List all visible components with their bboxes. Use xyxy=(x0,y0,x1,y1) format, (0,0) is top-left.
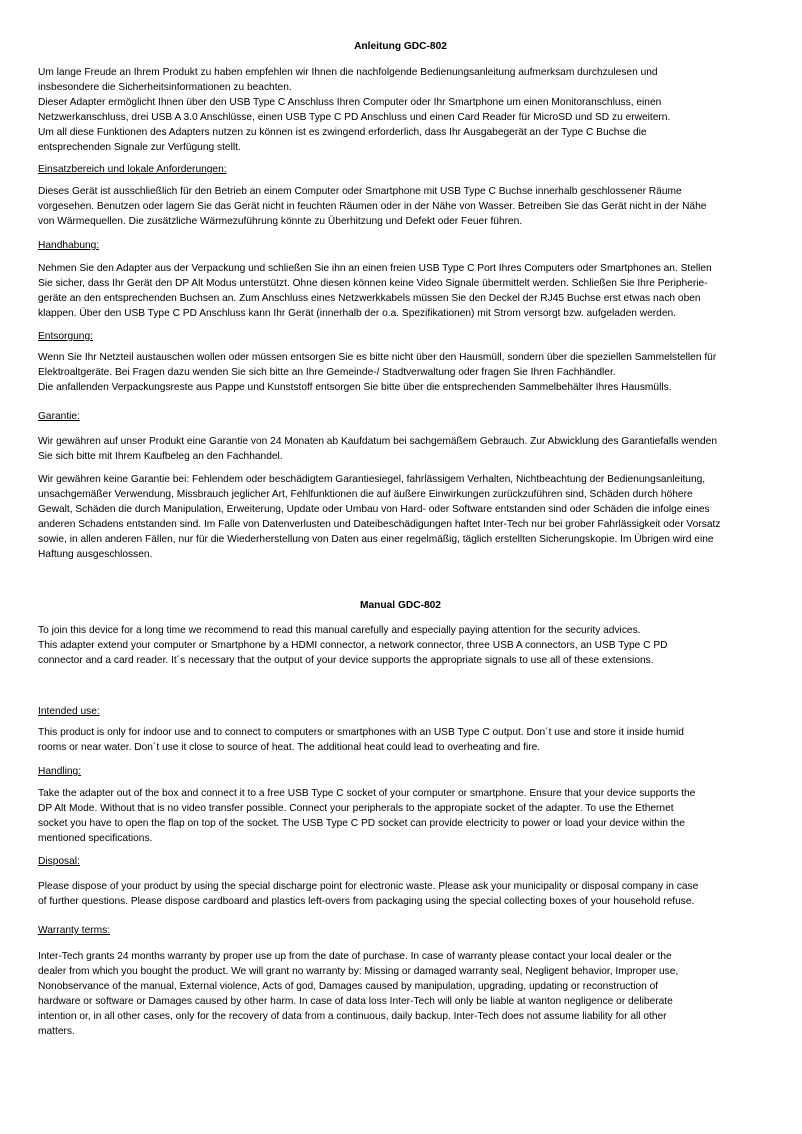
english-disposal-heading: Disposal: xyxy=(38,856,80,867)
english-title: Manual GDC-802 xyxy=(360,600,441,611)
german-warranty-paragraph-1: Wir gewähren auf unser Produkt eine Garantie von 24 Monaten ab Kaufdatum bei sachgemäßem Gebrauch. Zur Abwicklung des Garantiefalls wenden Sie sich bitte mit Ihrem Kaufbeleg an den Fachhandel. xyxy=(38,436,717,462)
english-usage-paragraph: This product is only for indoor use and to connect to computers or smartphones with an USB Type C output. Don´t use and store it inside humid rooms or near water. Don´t use it close to source of heat. The additional heat could lead to overheating and fire. xyxy=(38,727,684,753)
english-intro-paragraph: To join this device for a long time we recommend to read this manual carefully and especially paying attention for the security advices. This adapter extend your computer or Smartphone by a HDMI connector, a network connector, three USB A connectors, an USB Type C PD connector and a card reader. It´s necessary that the output of your device supports the appropriate signals to use all of these extensions. xyxy=(38,625,668,666)
german-warranty-heading: Garantie: xyxy=(38,411,80,422)
german-usage-heading: Einsatzbereich und lokale Anforderungen: xyxy=(38,164,227,175)
english-warranty-heading: Warranty terms: xyxy=(38,925,111,936)
german-disposal-paragraph: Wenn Sie Ihr Netzteil austauschen wollen oder müssen entsorgen Sie es bitte nicht über den Hausmüll, sondern über die speziellen Sammelstellen für Elektroaltgeräte. Bei Fragen dazu wenden Sie sich bitte an Ihre Gemeinde-/ Stadtverwaltung oder fragen Sie Ihren Fachhändler. Die anfallenden Verpackungsreste aus Pappe und Kunststoff entsorgen Sie bitte über die entsprechenden Sammelbehälter Ihres Hausmülls. xyxy=(38,352,717,393)
german-handling-paragraph: Nehmen Sie den Adapter aus der Verpackung und schließen Sie ihn an einen freien USB Type C Port Ihres Computers oder Smartphones an. Stellen Sie sicher, dass Ihr Gerät den DP Alt Modus unterstützt. Ohne diesen können keine Video Signale übermittelt werden. Schließen Sie Ihre Peripherie- geräte an den entsprechenden Buchsen an. Zum Anschluss eines Netzwerkkabels müssen Sie den Deckel der RJ45 Buchse erst etwas nach oben klappen. Über den USB Type C PD Anschluss kann Ihr Gerät (innerhalb der o.a. Spezifikationen) mit Strom versorgt bzw. aufgeladen werden. xyxy=(38,263,712,319)
english-usage-heading: Intended use: xyxy=(38,706,100,717)
german-usage-paragraph: Dieses Gerät ist ausschließlich für den Betrieb an einem Computer oder Smartphone mit USB Type C Buchse innerhalb geschlossener Räume vorgesehen. Benutzen oder lagern Sie das Gerät nicht in feuchten Räumen oder in der Nähe von Wasser. Betreiben Sie das Gerät nicht in der Nähe von Wärmequellen. Die zusätzliche Wärmezuführung könnte zu Überhitzung und Defekt oder Feuer führen. xyxy=(38,186,707,227)
english-warranty-paragraph: Inter-Tech grants 24 months warranty by proper use up from the date of purchase. In case of warranty please contact your local dealer or the dealer from which you bought the product. We will grant no warranty by: Missing or damaged warranty seal, Negligent behavior, Improper use, Nonobservance of the manual, External violence, Acts of god, Damages caused by manipulation, upgrading, updating or reconstruction of hardware or software or Damages caused by other harm. In case of data loss Inter-Tech will only be liable at wanton negligence or deliberate intention or, in all other cases, only for the recovery of data from a continuous, daily backup. Inter-Tech does not assume liability for all other matters. xyxy=(38,951,679,1037)
german-intro-paragraph: Um lange Freude an Ihrem Produkt zu haben empfehlen wir Ihnen die nachfolgende Bedienungsanleitung aufmerksam durchzulesen und insbesondere die Sicherheitsinformationen zu beachten. Dieser Adapter ermöglicht Ihnen über den USB Type C Anschluss Ihren Computer oder Ihr Smartphone um einen Monitoranschluss, einen Netzwerkanschluss, drei USB A 3.0 Anschlüsse, einen USB Type C PD Anschluss und einen Card Reader für MicroSD und SD zu erweitern. Um all diese Funktionen des Adapters nutzen zu können ist es zwingend erforderlich, dass Ihr Ausgabegerät an der Type C Buchse die entsprechenden Signale zur Verfügung stellt. xyxy=(38,67,671,153)
german-title: Anleitung GDC-802 xyxy=(354,41,447,52)
english-handling-paragraph: Take the adapter out of the box and connect it to a free USB Type C socket of your computer or smartphone. Ensure that your device supports the DP Alt Mode. Without that is no video transfer possible. Connect your peripherals to the appropiate socket of the adapter. To use the Ethernet socket you have to open the flap on top of the socket. The USB Type C PD socket can provide electricity to power or load your device within the mentioned specifications. xyxy=(38,788,696,844)
english-handling-heading: Handling: xyxy=(38,766,82,777)
german-handling-heading: Handhabung: xyxy=(38,240,100,251)
german-disposal-heading: Entsorgung: xyxy=(38,331,93,342)
english-disposal-paragraph: Please dispose of your product by using the special discharge point for electronic waste. Please ask your municipality or disposal company in case of further questions. Please dispose cardboard and plastics left-overs from packaging using the special collecting boxes of your household refuse. xyxy=(38,881,699,907)
german-warranty-paragraph-2: Wir gewähren keine Garantie bei: Fehlendem oder beschädigtem Garantiesiegel, fahrlässigem Verhalten, Nichtbeachtung der Bedienungsanleitung, unsachgemäßer Verwendung, Missbrauch jeglicher Art, Fehlfunktionen die auf äußere Einwirkungen zurückzuführen sind, Schäden durch höhere Gewalt, Schäden die durch Manipulation, Erweiterung, Update oder Umbau von Hard- oder Software entstanden sind oder Schäden die infolge eines anderen Schadens entstanden sind. Im Falle von Datenverlusten und Dateibeschädigungen haftet Inter-Tech nur bei grober Fahrlässigkeit oder Vorsatz sowie, in allen anderen Fällen, nur für die Wiederherstellung von Daten aus einer regelmäßig, täglich erstellten Sicherungskopie. Im Übrigen wird eine Haftung ausgeschlossen. xyxy=(38,474,721,560)
